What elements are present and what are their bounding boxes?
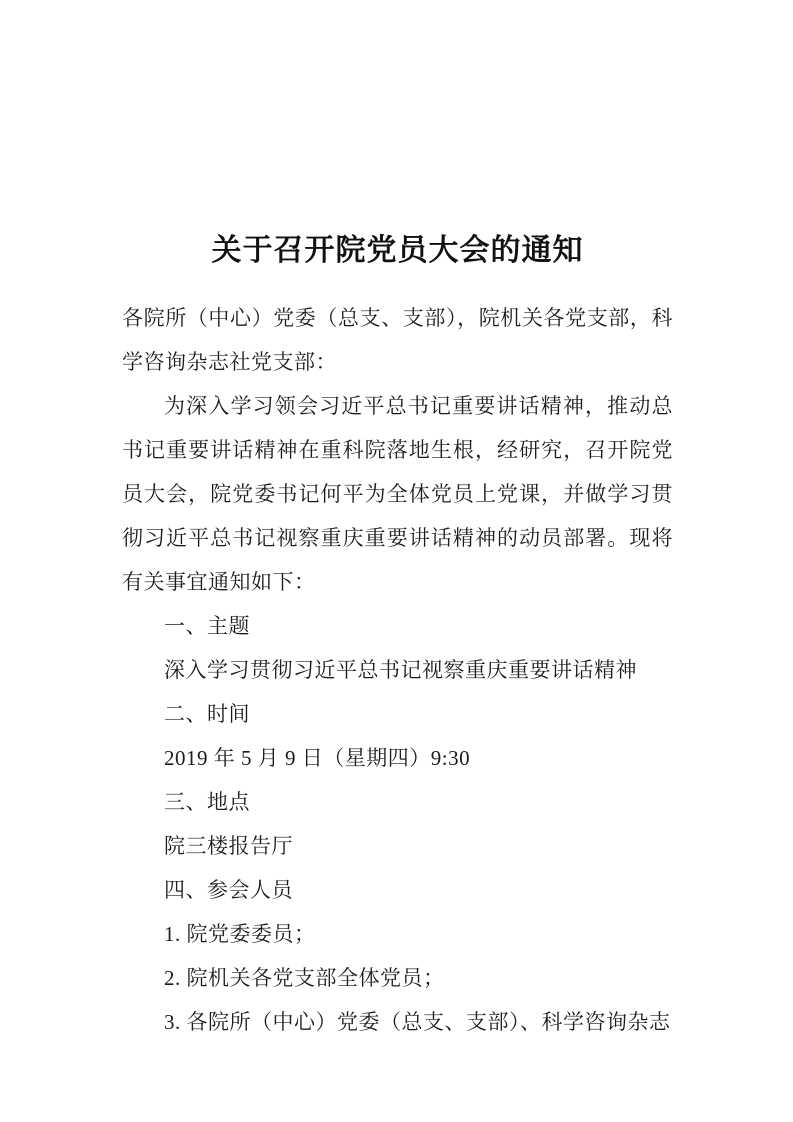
- section-3-heading: 三、地点: [164, 790, 250, 814]
- intro-paragraph: 为深入学习领会习近平总书记重要讲话精神，推动总书记重要讲话精神在重科院落地生根，经研究，召开院党员大会，院党委书记何平为全体党员上党课，并做学习贯彻习近平总书记视察重庆重要讲话精神的动员部署。现将有关事宜通知如下：: [122, 394, 673, 594]
- section-3-content: 院三楼报告厅: [164, 834, 293, 858]
- section-4-list-item-1: 1. 院党委委员；: [164, 922, 316, 946]
- document-title: 关于召开院党员大会的通知: [211, 234, 584, 267]
- section-2-content: 2019 年 5 月 9 日（星期四）9:30: [164, 746, 471, 770]
- section-4-list-item-2: 2. 院机关各党支部全体党员；: [164, 966, 445, 990]
- section-1-heading: 一、主题: [164, 614, 250, 638]
- salutation: 各院所（中心）党委（总支、支部），院机关各党支部，科学咨询杂志社党支部：: [122, 306, 673, 374]
- section-1-content: 深入学习贯彻习近平总书记视察重庆重要讲话精神: [164, 658, 637, 682]
- section-4-list-item-3: 3. 各院所（中心）党委（总支、支部）、科学咨询杂志: [164, 1010, 671, 1034]
- section-2-heading: 二、时间: [164, 702, 250, 726]
- section-4-heading: 四、参会人员: [164, 878, 293, 902]
